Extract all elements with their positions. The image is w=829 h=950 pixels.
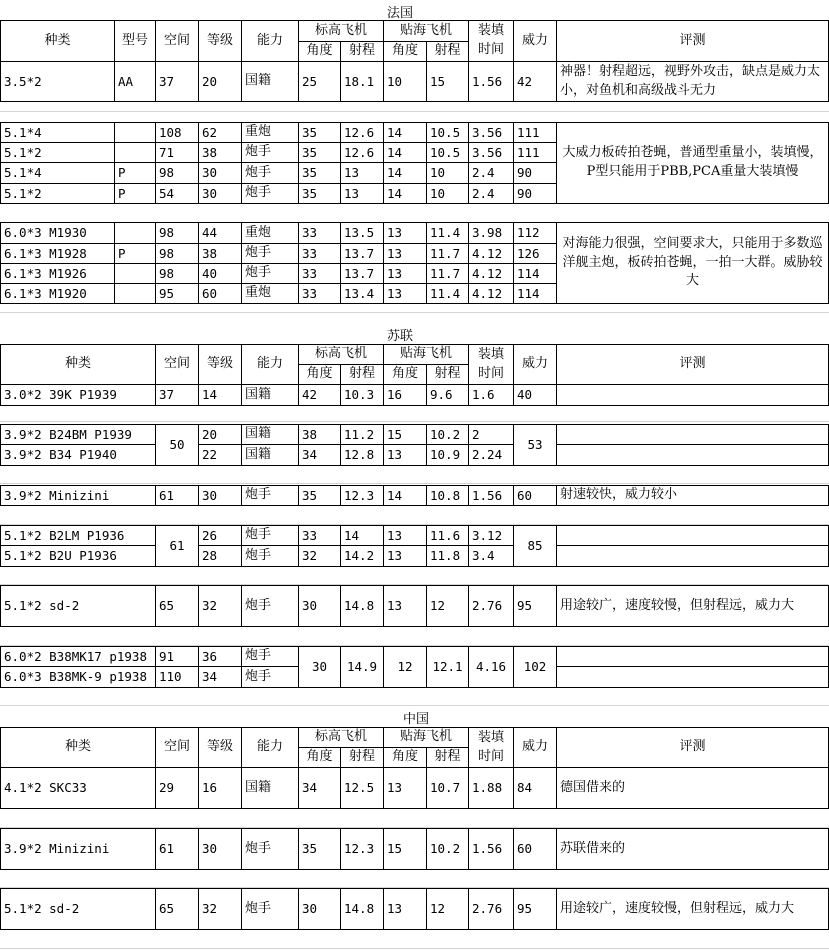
- cell-sea-range: 10.8: [426, 485, 469, 506]
- header-power: 威力: [513, 344, 557, 385]
- cell-high-angle: 35: [298, 828, 341, 870]
- cell-level: 14: [198, 384, 242, 406]
- cell-load-time: 3.98: [468, 222, 514, 244]
- cell-high-range: 12.6: [340, 142, 384, 163]
- cell-sea-angle: 13: [383, 283, 427, 304]
- cell-space: 110: [155, 666, 199, 688]
- cell-high-range: 14.9: [340, 646, 384, 688]
- cell-sea-range: 10.5: [426, 142, 469, 163]
- cell-review: 用途较广，速度较慢，但射程远，威力大: [556, 585, 829, 627]
- cell-review: [556, 646, 829, 667]
- cell-sea-angle: 13: [383, 767, 427, 809]
- cell-ability: 重炮: [241, 122, 299, 143]
- cell-sea-angle: 14: [383, 183, 427, 204]
- cell-model: P: [114, 162, 156, 184]
- cell-load-time: 4.12: [468, 283, 514, 304]
- cell-high-range: 13.5: [340, 222, 384, 244]
- cell-load-time: 3.4: [468, 545, 514, 567]
- cell-kind: 5.1*2 B2LM P1936: [0, 525, 156, 546]
- cell-high-angle: 25: [298, 61, 341, 102]
- cell-model: AA: [114, 61, 156, 102]
- cell-high-range: 13.7: [340, 263, 384, 284]
- sheet-gap-row: [0, 406, 829, 422]
- cell-space: 37: [155, 384, 199, 406]
- cell-level: 32: [198, 585, 242, 627]
- header-kind: 种类: [0, 20, 115, 62]
- header-ability: 能力: [241, 344, 299, 385]
- cell-space: 61: [155, 525, 199, 567]
- cell-power: 42: [513, 61, 557, 102]
- cell-load-time: 1.88: [468, 767, 514, 809]
- cell-high-range: 14.8: [340, 585, 384, 627]
- cell-level: 20: [198, 61, 242, 102]
- cell-power: 53: [513, 424, 557, 466]
- cell-load-time: 1.56: [468, 828, 514, 870]
- cell-sea-angle: 15: [383, 424, 427, 445]
- cell-ability: 国籍: [241, 384, 299, 406]
- cell-high-angle: 35: [298, 183, 341, 204]
- cell-high-range: 12.5: [340, 767, 384, 809]
- cell-space: 61: [155, 828, 199, 870]
- cell-power: 114: [513, 283, 557, 304]
- cell-review: 神器！射程超远，视野外攻击，缺点是威力太小，对鱼机和高级战斗无力: [556, 61, 829, 102]
- cell-ability: 炮手: [241, 545, 299, 567]
- sheet-gap-row: [0, 504, 829, 525]
- cell-space: 61: [155, 485, 199, 506]
- cell-high-range: 14.2: [340, 545, 384, 567]
- cell-load-time: 1.56: [468, 61, 514, 102]
- cell-space: 71: [155, 142, 199, 163]
- cell-kind: 6.0*3 M1930: [0, 222, 115, 244]
- cell-power: 111: [513, 122, 557, 143]
- header-load-time: 装填时间: [468, 344, 514, 385]
- cell-high-angle: 33: [298, 283, 341, 304]
- cell-review: 对海能力很强，空间要求大，只能用于多数巡洋舰主炮，板砖拍苍蝇，一拍一大群。威胁较大: [556, 222, 829, 304]
- cell-ability: 重炮: [241, 222, 299, 244]
- cell-power: 60: [513, 485, 557, 506]
- cell-sea-range: 10.5: [426, 122, 469, 143]
- cell-power: 102: [513, 646, 557, 688]
- header-angle: 角度: [298, 41, 341, 62]
- cell-review: 大威力板砖拍苍蝇，普通型重量小，装填慢，P型只能用于PBB,PCA重量大装填慢: [556, 122, 829, 204]
- cell-model: [114, 142, 156, 163]
- cell-sea-range: 11.4: [426, 222, 469, 244]
- header-range: 射程: [426, 41, 469, 62]
- cell-space: 54: [155, 183, 199, 204]
- cell-ability: 国籍: [241, 444, 299, 466]
- cell-sea-range: 12: [426, 585, 469, 627]
- cell-load-time: 2.4: [468, 162, 514, 184]
- cell-load-time: 3.56: [468, 122, 514, 143]
- cell-power: 95: [513, 585, 557, 627]
- header-angle: 角度: [383, 41, 427, 62]
- cell-high-angle: 34: [298, 767, 341, 809]
- cell-level: 36: [198, 646, 242, 667]
- cell-power: 90: [513, 183, 557, 204]
- cell-ability: 炮手: [241, 142, 299, 163]
- cell-sea-range: 11.8: [426, 545, 469, 567]
- cell-power: 111: [513, 142, 557, 163]
- header-power: 威力: [513, 727, 557, 768]
- cell-space: 95: [155, 283, 199, 304]
- cell-space: 91: [155, 646, 199, 667]
- header-level: 等级: [198, 344, 242, 385]
- cell-sea-angle: 12: [383, 646, 427, 688]
- cell-sea-angle: 13: [383, 243, 427, 264]
- header-range: 射程: [340, 41, 384, 62]
- cell-high-range: 13: [340, 162, 384, 184]
- cell-sea-angle: 16: [383, 384, 427, 406]
- cell-level: 40: [198, 263, 242, 284]
- cell-kind: 6.1*3 M1928: [0, 243, 115, 264]
- sheet-gap-row: [0, 626, 829, 646]
- cell-high-range: 12.6: [340, 122, 384, 143]
- cell-high-angle: 33: [298, 525, 341, 546]
- cell-sea-angle: 13: [383, 222, 427, 244]
- section-title-france: 法国: [386, 5, 413, 21]
- cell-high-range: 14.8: [340, 888, 384, 930]
- sheet-gap-row: [0, 808, 829, 828]
- cell-sea-range: 11.7: [426, 263, 469, 284]
- cell-level: 60: [198, 283, 242, 304]
- cell-sea-angle: 13: [383, 263, 427, 284]
- cell-level: 16: [198, 767, 242, 809]
- cell-space: 65: [155, 888, 199, 930]
- cell-kind: 3.9*2 B34 P1940: [0, 444, 156, 466]
- cell-kind: 5.1*2: [0, 183, 115, 204]
- cell-review: [556, 424, 829, 445]
- cell-kind: 5.1*2 sd-2: [0, 888, 156, 930]
- cell-review: 德国借来的: [556, 767, 829, 809]
- header-model: 型号: [114, 20, 156, 62]
- cell-load-time: 1.6: [468, 384, 514, 406]
- cell-space: 50: [155, 424, 199, 466]
- sheet-gap-row: [0, 463, 829, 484]
- cell-sea-range: 11.4: [426, 283, 469, 304]
- cell-review: [556, 444, 829, 466]
- header-level: 等级: [198, 20, 242, 62]
- cell-level: 38: [198, 243, 242, 264]
- cell-sea-range: 11.6: [426, 525, 469, 546]
- header-sea-plane: 贴海飞机: [383, 20, 469, 42]
- cell-kind: 5.1*4: [0, 162, 115, 184]
- cell-space: 98: [155, 222, 199, 244]
- cell-sea-angle: 13: [383, 585, 427, 627]
- cell-power: 60: [513, 828, 557, 870]
- cell-ability: 重炮: [241, 283, 299, 304]
- cell-load-time: 2: [468, 424, 514, 445]
- cell-high-range: 14: [340, 525, 384, 546]
- cell-high-angle: 30: [298, 585, 341, 627]
- header-angle: 角度: [383, 364, 427, 385]
- cell-sea-range: 10.2: [426, 424, 469, 445]
- cell-kind: 3.5*2: [0, 61, 115, 102]
- cell-high-angle: 34: [298, 444, 341, 466]
- header-angle: 角度: [383, 747, 427, 768]
- cell-high-range: 13.7: [340, 243, 384, 264]
- header-space: 空间: [155, 20, 199, 62]
- cell-space: 29: [155, 767, 199, 809]
- cell-load-time: 4.16: [468, 646, 514, 688]
- cell-model: [114, 283, 156, 304]
- cell-kind: 6.0*2 B38MK17 p1938: [0, 646, 156, 667]
- cell-kind: 5.1*4: [0, 122, 115, 143]
- cell-sea-angle: 14: [383, 162, 427, 184]
- cell-sea-range: 12: [426, 888, 469, 930]
- cell-model: P: [114, 243, 156, 264]
- header-review: 评测: [556, 727, 829, 768]
- cell-review: [556, 545, 829, 567]
- cell-model: [114, 263, 156, 284]
- cell-high-range: 12.3: [340, 485, 384, 506]
- header-power: 威力: [513, 20, 557, 62]
- cell-ability: 炮手: [241, 666, 299, 688]
- cell-sea-angle: 13: [383, 444, 427, 466]
- cell-kind: 3.9*2 B24BM P1939: [0, 424, 156, 445]
- cell-ability: 国籍: [241, 424, 299, 445]
- sheet-gap-row: [0, 566, 829, 585]
- cell-ability: 炮手: [241, 828, 299, 870]
- sheet-gap-row: [0, 870, 829, 888]
- header-load-time: 装填时间: [468, 727, 514, 768]
- header-high-plane: 标高飞机: [298, 20, 384, 42]
- header-high-plane: 标高飞机: [298, 344, 384, 365]
- cell-review: 射速较快，威力较小: [556, 485, 829, 506]
- cell-high-range: 13: [340, 183, 384, 204]
- cell-ability: 炮手: [241, 263, 299, 284]
- cell-high-angle: 30: [298, 646, 341, 688]
- cell-sea-angle: 13: [383, 888, 427, 930]
- cell-space: 65: [155, 585, 199, 627]
- cell-high-angle: 32: [298, 545, 341, 567]
- header-high-plane: 标高飞机: [298, 727, 384, 748]
- header-sea-plane: 贴海飞机: [383, 727, 469, 748]
- cell-kind: 5.1*2 B2U P1936: [0, 545, 156, 567]
- cell-load-time: 3.12: [468, 525, 514, 546]
- cell-ability: 炮手: [241, 485, 299, 506]
- cell-level: 62: [198, 122, 242, 143]
- cell-high-angle: 42: [298, 384, 341, 406]
- cell-review: 用途较广，速度较慢，但射程远，威力大: [556, 888, 829, 930]
- cell-power: 90: [513, 162, 557, 184]
- cell-load-time: 1.56: [468, 485, 514, 506]
- cell-high-angle: 33: [298, 243, 341, 264]
- cell-level: 30: [198, 485, 242, 506]
- cell-power: 40: [513, 384, 557, 406]
- header-range: 射程: [426, 364, 469, 385]
- header-sea-plane: 贴海飞机: [383, 344, 469, 365]
- header-range: 射程: [340, 364, 384, 385]
- cell-high-angle: 35: [298, 122, 341, 143]
- cell-kind: 3.9*2 Minizini: [0, 485, 156, 506]
- cell-space: 108: [155, 122, 199, 143]
- cell-level: 38: [198, 142, 242, 163]
- cell-review: 苏联借来的: [556, 828, 829, 870]
- cell-high-angle: 33: [298, 263, 341, 284]
- cell-review: [556, 384, 829, 406]
- cell-sea-angle: 14: [383, 142, 427, 163]
- cell-high-range: 12.3: [340, 828, 384, 870]
- cell-space: 37: [155, 61, 199, 102]
- header-level: 等级: [198, 727, 242, 768]
- header-kind: 种类: [0, 727, 156, 768]
- cell-sea-angle: 14: [383, 485, 427, 506]
- cell-ability: 炮手: [241, 646, 299, 667]
- header-review: 评测: [556, 344, 829, 385]
- cell-power: 95: [513, 888, 557, 930]
- cell-level: 22: [198, 444, 242, 466]
- cell-sea-angle: 13: [383, 525, 427, 546]
- cell-ability: 炮手: [241, 888, 299, 930]
- cell-high-angle: 35: [298, 485, 341, 506]
- cell-kind: 5.1*2 sd-2: [0, 585, 156, 627]
- cell-load-time: 2.24: [468, 444, 514, 466]
- sheet-gap-row: [0, 101, 829, 112]
- cell-kind: 3.0*2 39K P1939: [0, 384, 156, 406]
- cell-model: P: [114, 183, 156, 204]
- cell-sea-range: 10.2: [426, 828, 469, 870]
- cell-high-angle: 33: [298, 222, 341, 244]
- header-angle: 角度: [298, 747, 341, 768]
- cell-kind: 3.9*2 Minizini: [0, 828, 156, 870]
- cell-level: 20: [198, 424, 242, 445]
- cell-ability: 炮手: [241, 243, 299, 264]
- cell-high-angle: 35: [298, 162, 341, 184]
- cell-level: 34: [198, 666, 242, 688]
- cell-kind: 6.1*3 M1920: [0, 283, 115, 304]
- cell-high-angle: 35: [298, 142, 341, 163]
- cell-ability: 炮手: [241, 162, 299, 184]
- header-load-time: 装填时间: [468, 20, 514, 62]
- cell-kind: 4.1*2 SKC33: [0, 767, 156, 809]
- cell-load-time: 4.12: [468, 263, 514, 284]
- cell-sea-angle: 15: [383, 828, 427, 870]
- cell-sea-range: 10: [426, 162, 469, 184]
- cell-load-time: 2.76: [468, 585, 514, 627]
- cell-sea-range: 11.7: [426, 243, 469, 264]
- cell-sea-range: 10.9: [426, 444, 469, 466]
- cell-model: [114, 122, 156, 143]
- cell-sea-range: 15: [426, 61, 469, 102]
- cell-high-range: 11.2: [340, 424, 384, 445]
- header-kind: 种类: [0, 344, 156, 385]
- cell-sea-angle: 13: [383, 545, 427, 567]
- cell-sea-angle: 10: [383, 61, 427, 102]
- cell-space: 98: [155, 263, 199, 284]
- cell-review: [556, 666, 829, 688]
- cell-level: 30: [198, 828, 242, 870]
- header-space: 空间: [155, 727, 199, 768]
- cell-sea-range: 10: [426, 183, 469, 204]
- cell-kind: 5.1*2: [0, 142, 115, 163]
- cell-power: 114: [513, 263, 557, 284]
- section-title-ussr: 苏联: [386, 328, 413, 344]
- header-ability: 能力: [241, 727, 299, 768]
- cell-power: 126: [513, 243, 557, 264]
- cell-sea-angle: 14: [383, 122, 427, 143]
- cell-ability: 国籍: [241, 767, 299, 809]
- cell-high-range: 13.4: [340, 283, 384, 304]
- cell-review: [556, 525, 829, 546]
- cell-high-angle: 38: [298, 424, 341, 445]
- cell-high-range: 12.8: [340, 444, 384, 466]
- cell-kind: 6.0*3 B38MK-9 p1938: [0, 666, 156, 688]
- header-ability: 能力: [241, 20, 299, 62]
- cell-level: 30: [198, 162, 242, 184]
- cell-high-range: 18.1: [340, 61, 384, 102]
- cell-sea-range: 12.1: [426, 646, 469, 688]
- cell-level: 28: [198, 545, 242, 567]
- cell-load-time: 3.56: [468, 142, 514, 163]
- cell-high-range: 10.3: [340, 384, 384, 406]
- header-space: 空间: [155, 344, 199, 385]
- cell-ability: 国籍: [241, 61, 299, 102]
- cell-sea-range: 9.6: [426, 384, 469, 406]
- cell-level: 44: [198, 222, 242, 244]
- sheet-gap-row: [0, 929, 829, 949]
- cell-power: 84: [513, 767, 557, 809]
- cell-ability: 炮手: [241, 183, 299, 204]
- cell-load-time: 2.76: [468, 888, 514, 930]
- sheet-gap-row: [0, 686, 829, 706]
- cell-load-time: 4.12: [468, 243, 514, 264]
- cell-kind: 6.1*3 M1926: [0, 263, 115, 284]
- cell-level: 30: [198, 183, 242, 204]
- cell-ability: 炮手: [241, 525, 299, 546]
- cell-power: 112: [513, 222, 557, 244]
- cell-level: 26: [198, 525, 242, 546]
- cell-high-angle: 30: [298, 888, 341, 930]
- header-review: 评测: [556, 20, 829, 62]
- cell-ability: 炮手: [241, 585, 299, 627]
- cell-sea-range: 10.7: [426, 767, 469, 809]
- cell-space: 98: [155, 243, 199, 264]
- cell-load-time: 2.4: [468, 183, 514, 204]
- section-title-china: 中国: [402, 711, 429, 727]
- header-range: 射程: [426, 747, 469, 768]
- cell-space: 98: [155, 162, 199, 184]
- header-angle: 角度: [298, 364, 341, 385]
- cell-level: 32: [198, 888, 242, 930]
- cell-power: 85: [513, 525, 557, 567]
- header-range: 射程: [340, 747, 384, 768]
- cell-model: [114, 222, 156, 244]
